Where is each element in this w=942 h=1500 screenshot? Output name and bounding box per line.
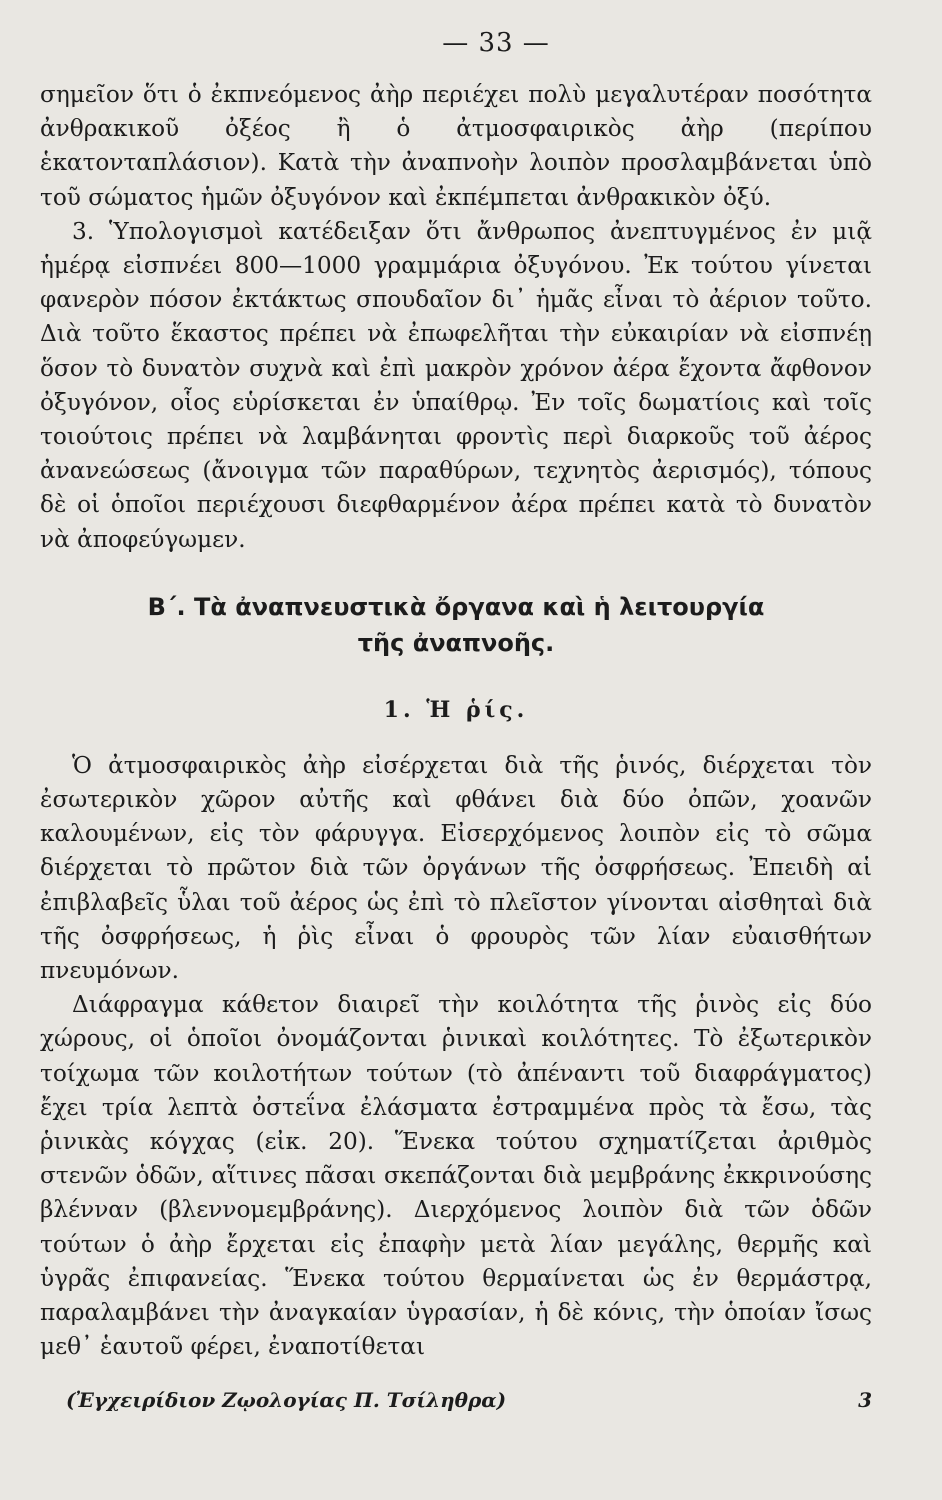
subheading-nose: 1. Ἡ ῥίς. (383, 696, 529, 723)
section-heading-line-1: Β΄. Τὰ ἀναπνευστικὰ ὄργανα καὶ ἡ λειτουργία (147, 592, 765, 621)
paragraph-nose-intro: Ὁ ἀτμοσφαιρικὸς ἀὴρ εἰσέρχεται διὰ τῆς ῥινός, διέρχεται τὸν ἐσωτερικὸν χῶρον αὐτῆς καὶ φθάνει διὰ δύο ὀπῶν, χοανῶν καλουμένων, εἰς τὸν φάρυγγα. Εἰσερχόμενος λοιπὸν εἰς τὸ σῶμα διέρχεται τὸ πρῶτον διὰ τῶν ὀργάνων τῆς ὀσφρήσεως. Ἐπειδὴ αἱ ἐπιβλαβεῖς ὗλαι τοῦ ἀέρος ὡς ἐπὶ τὸ πλεῖστον γίνονται αἰσθηταὶ διὰ τῆς ὀσφρήσεως, ἡ ῥὶς εἶναι ὁ φρουρὸς τῶν λίαν εὐαισθήτων πνευμόνων. (40, 751, 872, 985)
paragraph-nasal-septum: Διάφραγμα κάθετον διαιρεῖ τὴν κοιλότητα τῆς ῥινὸς εἰς δύο χώρους, οἱ ὁποῖοι ὀνομάζονται ῥινικαὶ κοιλότητες. Τὸ ἐξωτερικὸν τοίχωμα τῶν κοιλοτήτων τούτων (τὸ ἀπέναντι τοῦ διαφράγματος) ἔχει τρία λεπτὰ ὀστεΐνα ἐλάσματα ἐστραμμένα πρὸς τὰ ἔσω, τὰς ῥινικὰς κόγχας (εἰκ. 20). Ἕνεκα τούτου σχηματίζεται ἀριθμὸς στενῶν ὁδῶν, αἵτινες πᾶσαι σκεπάζονται διὰ μεμβράνης ἐκκρινούσης βλένναν (βλεννομεμβράνης). Διερχόμενος λοιπὸν διὰ τῶν ὁδῶν τούτων ὁ ἀὴρ ἔρχεται εἰς ἐπαφὴν μετὰ λίαν μεγάλης, θερμῆς καὶ ὑγρᾶς ἐπιφανείας. Ἕνεκα τούτου θερμαίνεται ὡς ἐν θερμάστρᾳ, παραλαμβάνει τὴν ἀναγκαίαν ὑγρασίαν, ἡ δὲ κόνις, τὴν ὁποίαν ἴσως μεθ᾽ ἑαυτοῦ φέρει, ἐναποτίθεται (40, 991, 872, 1361)
section-heading (40, 589, 872, 661)
section-heading-line-2: τῆς ἀναπνοῆς. (357, 628, 555, 657)
footer-book-title: (Ἐγχειρίδιον Ζῳολογίας Π. Τσίληθρα) (66, 1388, 507, 1412)
page-footer (66, 1388, 872, 1412)
paragraph-continuation: σημεῖον ὅτι ὁ ἐκπνεόμενος ἀὴρ περιέχει πολὺ μεγαλυτέραν ποσότητα ἀνθρακικοῦ ὀξέος ἢ ὁ ἀτμοσφαιρικὸς ἀὴρ (περίπου ἑκατονταπλάσιον). Κατὰ τὴν ἀναπνοὴν λοιπὸν προσλαμβάνεται ὑπὸ τοῦ σώματος ἡμῶν ὀξυγόνον καὶ ἐκπέμπεται ἀνθρακικὸν ὀξύ. (40, 81, 872, 211)
paragraph-calculations: 3. Ὑπολογισμοὶ κατέδειξαν ὅτι ἄνθρωπος ἀνεπτυγμένος ἐν μιᾷ ἡμέρᾳ εἰσπνέει 800—1000 γραμμάρια ὀξυγόνου. Ἐκ τούτου γίνεται φανερὸν πόσον ἐκτάκτως σπουδαῖον δι᾽ ἡμᾶς εἶναι τὸ ἀέριον τοῦτο. Διὰ τοῦτο ἕκαστος πρέπει νὰ ἐπωφελῆται τὴν εὐκαιρίαν νὰ εἰσπνέῃ ὅσον τὸ δυνατὸν συχνὰ καὶ ἐπὶ μακρὸν χρόνον ἀέρα ἔχοντα ἄφθονον ὀξυγόνον, οἷος εὑρίσκεται ἐν ὑπαίθρῳ. Ἐν τοῖς δωματίοις καὶ τοῖς τοιούτοις πρέπει νὰ λαμβάνηται φροντὶς περὶ διαρκοῦς τοῦ ἀέρος ἀνανεώσεως (ἄνοιγμα τῶν παραθύρων, τεχνητὸς ἀερισμός), τόπους δὲ οἱ ὁποῖοι περιέχουσι διεφθαρμένον ἀέρα πρέπει κατὰ τὸ δυνατὸν νὰ ἀποφεύγωμεν. (40, 217, 872, 553)
page-number: — 33 — (442, 28, 550, 58)
footer-signature-mark: 3 (858, 1388, 872, 1412)
